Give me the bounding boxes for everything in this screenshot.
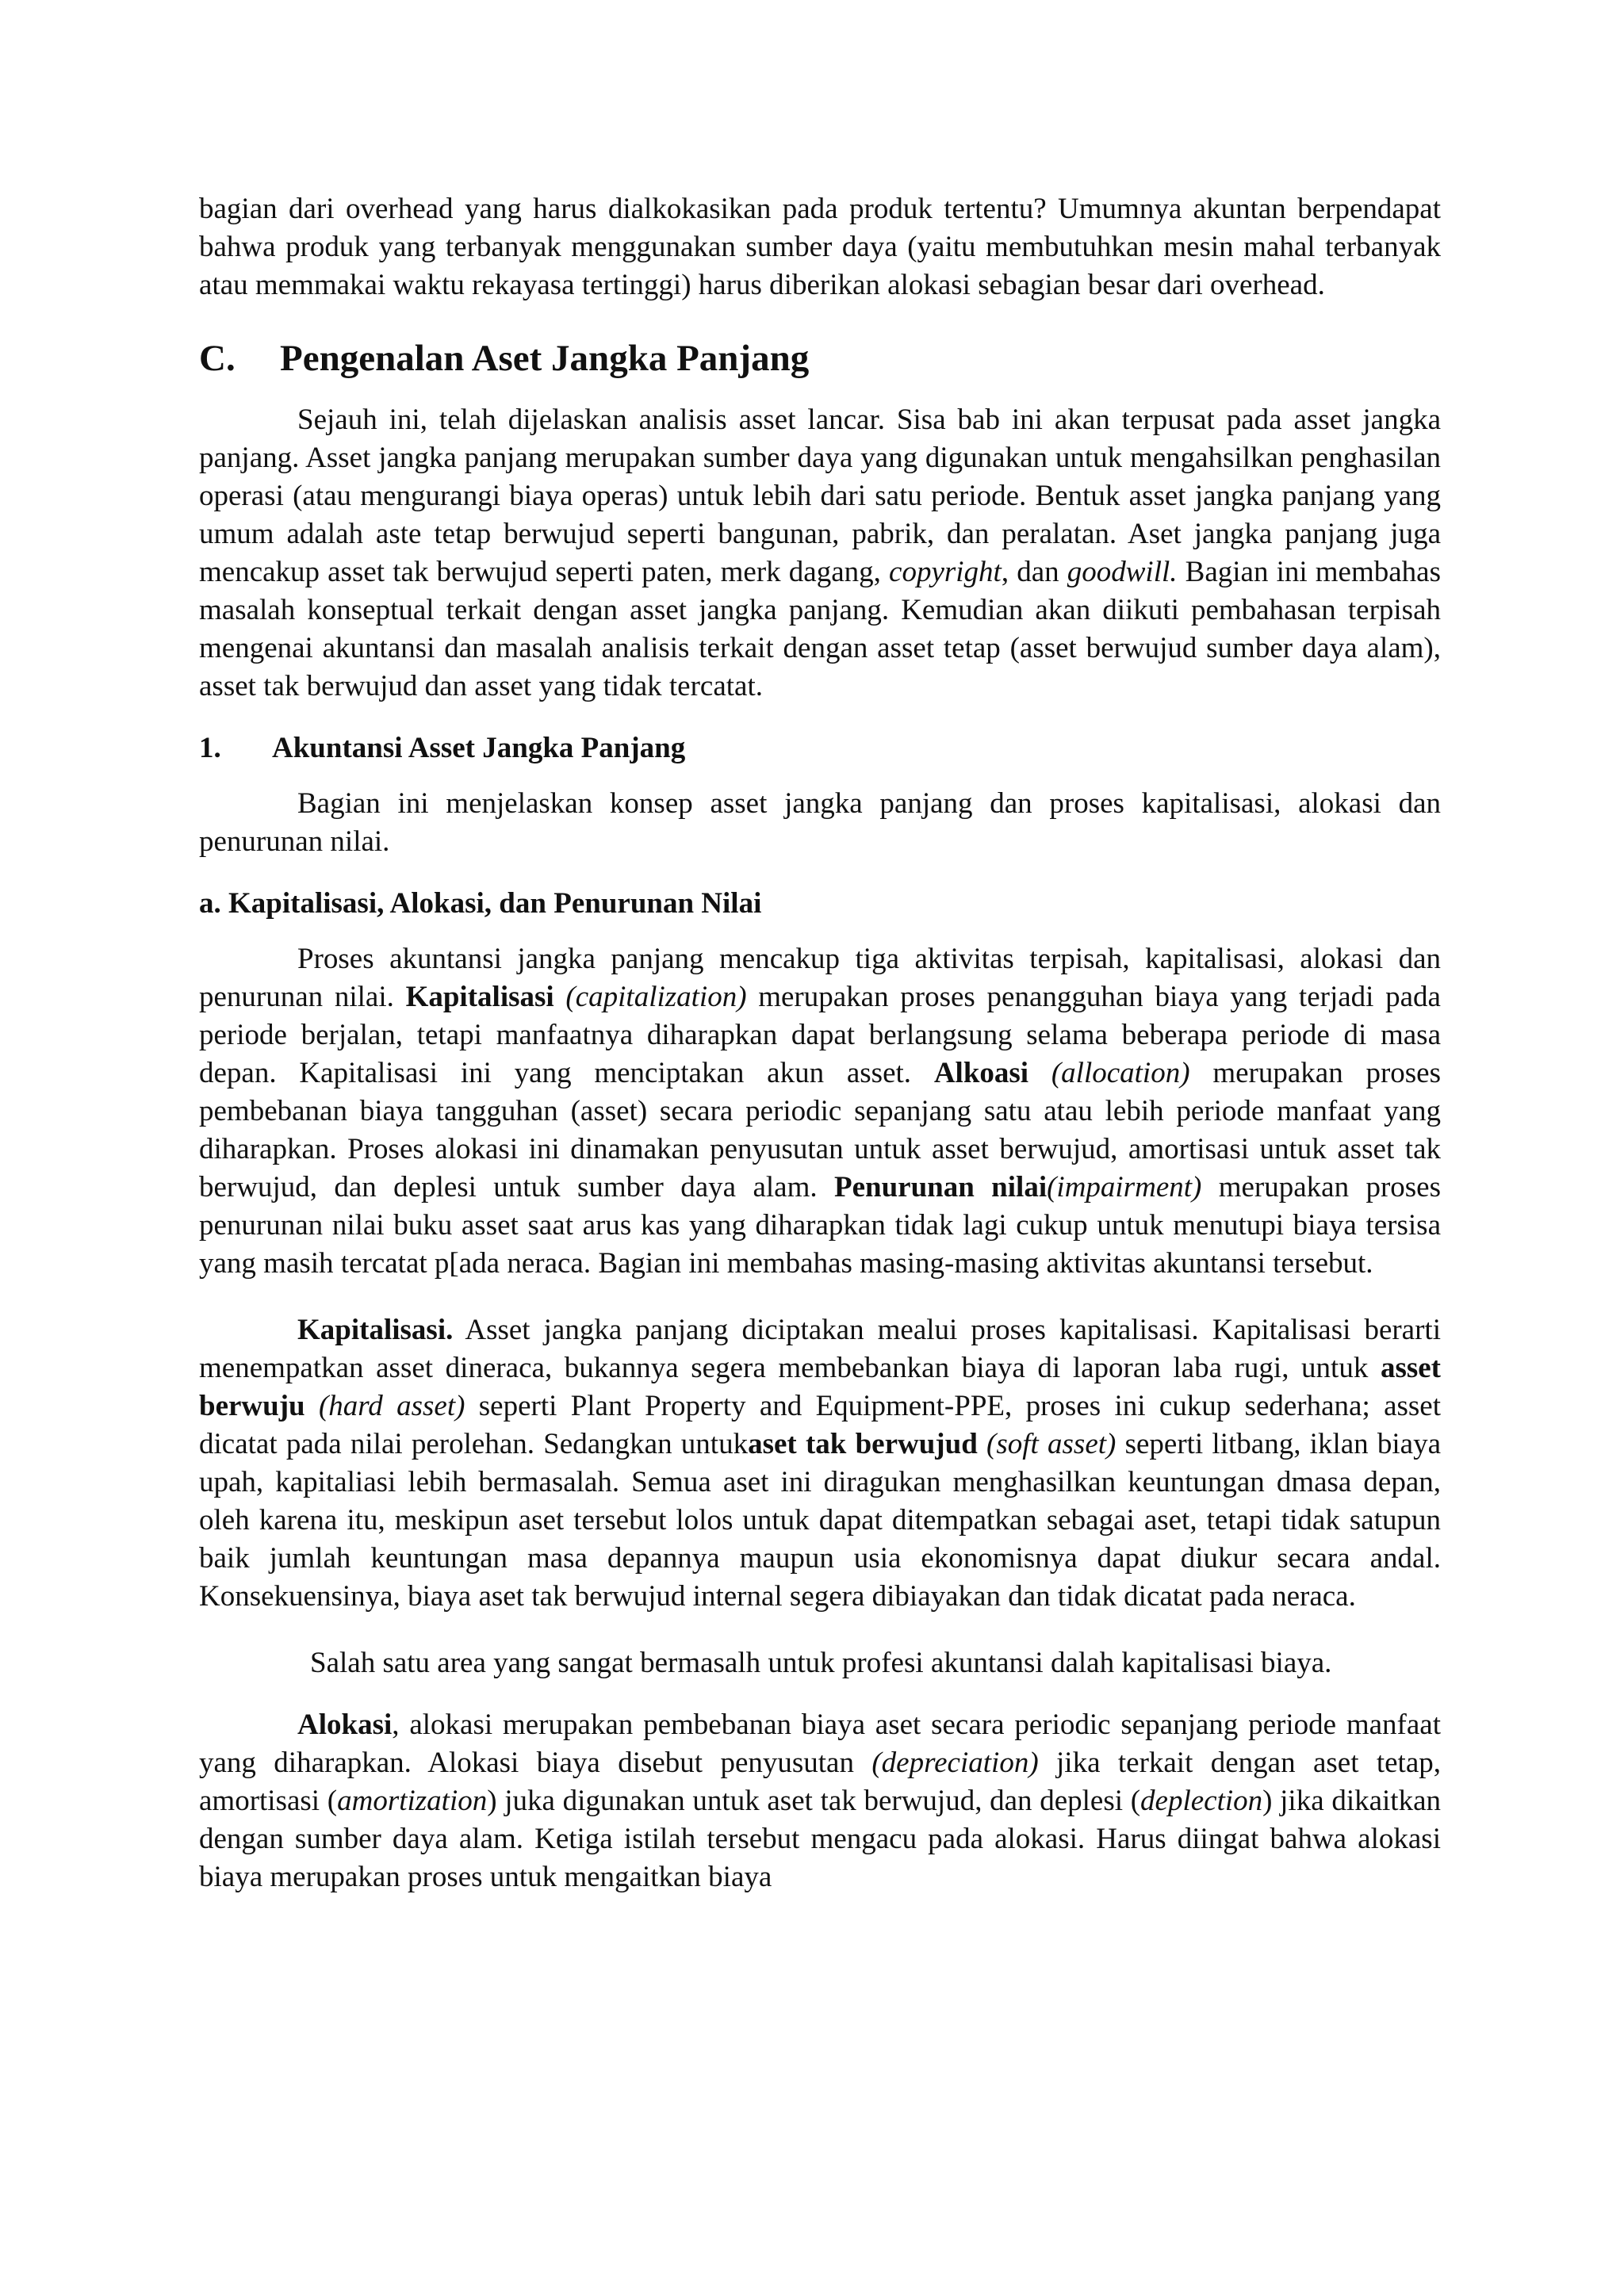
para-a4-text-3: ) juka digunakan untuk aset tak berwujud, dan deplesi ( bbox=[487, 1785, 1141, 1817]
para-a1-text-2: merupakan proses penangguhan biaya yang terjadi pada periode berjalan, tetapi manfaatnya diharapkan dapat berlangsung selama beberapa periode di masa depan. Kapitalisasi ini yang menciptakan akun asset. bbox=[199, 981, 1441, 1089]
section-c-paragraph bbox=[199, 401, 1441, 706]
term-copyright: copyright bbox=[889, 556, 1002, 588]
para-a1-text-4: merupakan proses penurunan nilai buku asset saat arus kas yang diharapkan tidak lagi cukup untuk menutupi biaya tersisa yang masih tercatat p[ada neraca. Bagian ini membahas masing-masing aktivitas akuntansi tersebut. bbox=[199, 1171, 1441, 1280]
section-c-heading bbox=[199, 335, 1441, 382]
subsection-a-heading: a. Kapitalisasi, Alokasi, dan Penurunan Nilai bbox=[199, 887, 762, 920]
term-capitalization: (capitalization) bbox=[553, 981, 747, 1013]
term-depreciation: (depreciation) bbox=[871, 1747, 1039, 1779]
para-a2-text-2: seperti Plant Property and Equipment-PPE, proses ini cukup sederhana; asset dicatat pada nilai perolehan. Sedangkan untuk bbox=[199, 1390, 1441, 1460]
term-deplection: deplection bbox=[1140, 1785, 1263, 1817]
kapitalisasi-biaya-paragraph: Salah satu area yang sangat bermasalh untuk profesi akuntansi dalah kapitalisasi biaya. bbox=[310, 1647, 1332, 1679]
term-amortization: amortization bbox=[337, 1785, 488, 1817]
term-soft-asset: (soft asset) bbox=[977, 1428, 1116, 1460]
section-c-number: C. bbox=[199, 338, 236, 379]
para-a4-text-4: ) jika dikaitkan dengan sumber daya alam. Ketiga istilah tersebut mengacu pada alokasi. Harus diingat bahwa alokasi biaya merupakan proses untuk mengaitkan biaya bbox=[199, 1785, 1442, 1893]
term-penurunan-nilai: Penurunan nilai bbox=[833, 1171, 1048, 1203]
term-goodwill: goodwill. bbox=[1067, 556, 1178, 588]
intro-paragraph: bagian dari overhead yang harus dialkokasikan pada produk tertentu? Umumnya akuntan berpendapat bahwa produk yang terbanyak menggunakan sumber daya (yaitu membutuhkan mesin mahal terbanyak atau memmakai waktu rekayasa tertinggi) harus diberikan alokasi sebagian besar dari overhead. bbox=[199, 193, 1441, 301]
section-c-text-2: , dan bbox=[1001, 556, 1067, 588]
section-c-text-3: Bagian ini membahas masalah konseptual terkait dengan asset jangka panjang. Kemudian akan diikuti pembahasan terpisah mengenai akuntansi dan masalah analisis terkait dengan asset tetap (asset berwujud sumber daya alam), asset tak berwujud dan asset yang tidak tercatat. bbox=[199, 556, 1441, 702]
section-c-text-1: Sejauh ini, telah dijelaskan analisis asset lancar. Sisa bab ini akan terpusat pada asset jangka panjang. Asset jangka panjang merupakan sumber daya yang digunakan untuk mengahsilkan penghasilan operasi (atau mengurangi biaya operas) untuk lebih dari satu periode. Bentuk asset jangka panjang yang umum adalah aste tetap berwujud seperti bangunan, pabrik, dan peralatan. Aset jangka panjang juga mencakup asset tak berwujud seperti paten, merk dagang, bbox=[199, 404, 1441, 588]
document-page bbox=[199, 190, 1441, 1896]
term-asset-berwuju: asset berwuju bbox=[199, 1352, 1441, 1422]
subsection-1-title: Akuntansi Asset Jangka Panjang bbox=[272, 732, 686, 764]
term-allocation: (allocation) bbox=[1028, 1057, 1190, 1089]
subsection-1-paragraph: Bagian ini menjelaskan konsep asset jangka panjang dan proses kapitalisasi, alokasi dan penurunan nilai. bbox=[199, 787, 1441, 858]
kapitalisasi-alokasi-paragraph bbox=[199, 940, 1441, 1283]
para-a4-text-2: jika terkait dengan aset tetap, amortisasi ( bbox=[199, 1747, 1441, 1817]
term-hard-asset: (hard asset) bbox=[304, 1390, 465, 1422]
para-a2-text-3: seperti litbang, iklan biaya upah, kapitaliasi lebih bermasalah. Semua aset ini diragukan menghasilkan keuntungan dmasa depan, oleh karena itu, meskipun aset tersebut lolos untuk dapat ditempatkan sebagai aset, tetapi tidak satupun baik jumlah keuntungan masa depannya maupun usia ekonomisnya dapat diukur secara andal. Konsekuensinya, biaya aset tak berwujud internal segera dibiayakan dan tidak dicatat pada neraca. bbox=[199, 1428, 1442, 1613]
term-impairment: (impairment) bbox=[1047, 1171, 1202, 1203]
para-a1-text-3: merupakan proses pembebanan biaya tangguhan (asset) secara periodic sepanjang satu atau lebih periode manfaat yang diharapkan. Proses alokasi ini dinamakan penyusutan untuk asset berwujud, amortisasi untuk asset tak berwujud, dan deplesi untuk sumber daya alam. bbox=[199, 1057, 1442, 1203]
term-kapitalisasi: Kapitalisasi bbox=[405, 981, 554, 1013]
term-aset-tak-berwujud: aset tak berwujud bbox=[748, 1428, 978, 1460]
term-alokasi: Alokasi bbox=[297, 1709, 393, 1741]
alokasi-paragraph bbox=[199, 1706, 1441, 1896]
para-a4-text-1: , alokasi merupakan pembebanan biaya aset secara periodic sepanjang periode manfaat yang diharapkan. Alokasi biaya disebut penyusutan bbox=[199, 1709, 1441, 1779]
subsection-1-heading bbox=[199, 729, 1441, 767]
subsection-1-number: 1. bbox=[199, 732, 221, 764]
term-alkoasi: Alkoasi bbox=[933, 1057, 1029, 1089]
para-a2-text-1: Asset jangka panjang diciptakan mealui proses kapitalisasi. Kapitalisasi berarti menempatkan asset dineraca, bukannya segera membebankan biaya di laporan laba rugi, untuk bbox=[199, 1314, 1441, 1384]
term-kapitalisasi-lead: Kapitalisasi. bbox=[297, 1314, 454, 1346]
para-a1-text-1: Proses akuntansi jangka panjang mencakup tiga aktivitas terpisah, kapitalisasi, alokasi dan penurunan nilai. bbox=[199, 943, 1441, 1013]
section-c-title: Pengenalan Aset Jangka Panjang bbox=[280, 338, 810, 379]
kapitalisasi-paragraph bbox=[199, 1311, 1441, 1616]
